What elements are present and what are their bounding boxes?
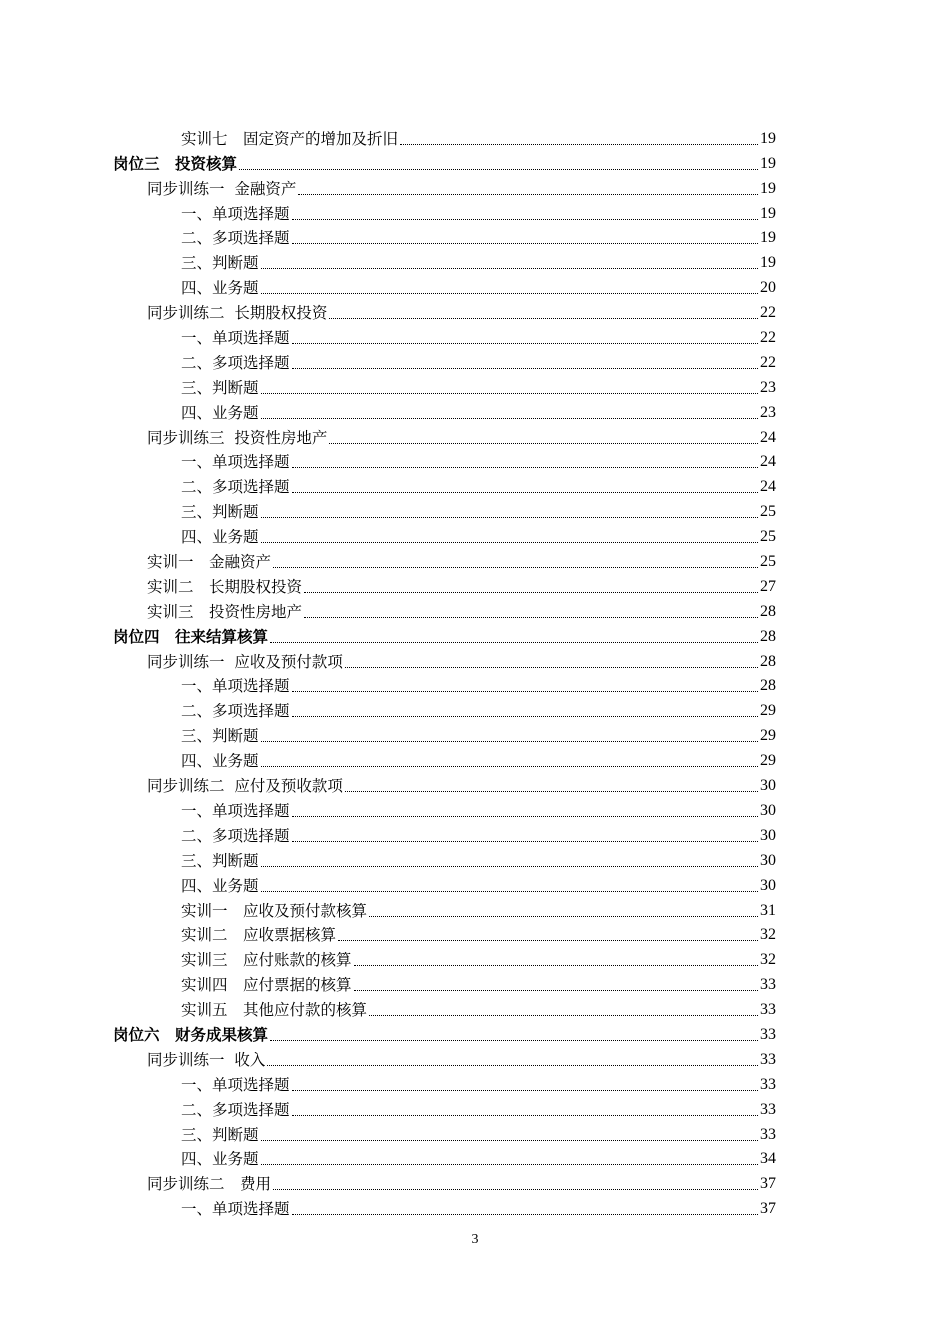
- toc-dot-leader: [292, 1214, 758, 1215]
- toc-entry-title: 二、多项选择题: [181, 353, 290, 372]
- toc-entry-title: 同步训练一 收入: [147, 1050, 266, 1069]
- toc-entry-page-number: 30: [760, 826, 776, 844]
- toc-chapter-entry[interactable]: [0, 149, 950, 174]
- toc-entry-title: 岗位四 往来结算核算: [113, 627, 269, 646]
- toc-entry-title: 实训一 应收及预付款核算: [181, 901, 368, 920]
- toc-subsection-entry[interactable]: [0, 821, 950, 846]
- table-of-contents: [0, 124, 950, 1219]
- toc-subsection-entry[interactable]: [0, 448, 950, 473]
- toc-dot-leader: [369, 916, 758, 917]
- toc-subsection-entry[interactable]: [0, 472, 950, 497]
- toc-entry-title: 实训五 其他应付款的核算: [181, 1001, 368, 1020]
- toc-subsection-entry[interactable]: [0, 995, 950, 1020]
- toc-entry-title: 一、单项选择题: [181, 677, 290, 696]
- toc-entry-title: 三、判断题: [181, 727, 259, 746]
- toc-entry-title: 一、单项选择题: [181, 801, 290, 820]
- toc-entry-page-number: 28: [760, 627, 776, 645]
- toc-entry-page-number: 28: [760, 652, 776, 670]
- toc-entry-title: 实训一 金融资产: [147, 553, 272, 572]
- toc-dot-leader: [239, 169, 758, 170]
- toc-entry-title: 二、多项选择题: [181, 702, 290, 721]
- toc-entry-title: 四、业务题: [181, 1150, 259, 1169]
- toc-dot-leader: [329, 318, 758, 319]
- toc-entry-title: 二、多项选择题: [181, 229, 290, 248]
- toc-entry-page-number: 30: [760, 777, 776, 795]
- toc-entry-title: 实训二 长期股权投资: [147, 577, 303, 596]
- toc-entry-page-number: 33: [760, 1050, 776, 1068]
- toc-dot-leader: [267, 1065, 758, 1066]
- toc-entry-title: 一、单项选择题: [181, 453, 290, 472]
- toc-chapter-entry[interactable]: [0, 1020, 950, 1045]
- toc-entry-page-number: 37: [760, 1175, 776, 1193]
- toc-dot-leader: [261, 1140, 758, 1141]
- toc-subsection-entry[interactable]: [0, 846, 950, 871]
- toc-dot-leader: [270, 1040, 758, 1041]
- page-number: 3: [471, 1232, 479, 1247]
- toc-subsection-entry[interactable]: [0, 124, 950, 149]
- toc-section-entry[interactable]: [0, 298, 950, 323]
- toc-entry-page-number: 29: [760, 752, 776, 770]
- toc-entry-page-number: 28: [760, 602, 776, 620]
- toc-entry-title: 一、单项选择题: [181, 204, 290, 223]
- toc-entry-page-number: 33: [760, 1100, 776, 1118]
- toc-subsection-entry[interactable]: [0, 224, 950, 249]
- toc-subsection-entry[interactable]: [0, 1145, 950, 1170]
- toc-section-entry[interactable]: [0, 647, 950, 672]
- toc-entry-title: 三、判断题: [181, 851, 259, 870]
- toc-entry-title: 实训二 应收票据核算: [181, 926, 337, 945]
- toc-section-entry[interactable]: [0, 1045, 950, 1070]
- toc-dot-leader: [261, 293, 758, 294]
- toc-entry-title: 同步训练二 应付及预收款项: [147, 777, 343, 796]
- toc-dot-leader: [292, 368, 758, 369]
- toc-dot-leader: [261, 741, 758, 742]
- toc-entry-page-number: 24: [760, 478, 776, 496]
- toc-dot-leader: [261, 517, 758, 518]
- toc-entry-page-number: 19: [760, 129, 776, 147]
- toc-dot-leader: [369, 1015, 758, 1016]
- toc-entry-page-number: 33: [760, 1001, 776, 1019]
- toc-entry-title: 二、多项选择题: [181, 478, 290, 497]
- toc-subsection-entry[interactable]: [0, 696, 950, 721]
- toc-subsection-entry[interactable]: [0, 348, 950, 373]
- toc-entry-page-number: 25: [760, 503, 776, 521]
- toc-entry-page-number: 25: [760, 528, 776, 546]
- toc-entry-page-number: 23: [760, 403, 776, 421]
- toc-entry-title: 实训四 应付票据的核算: [181, 976, 352, 995]
- toc-entry-page-number: 33: [760, 1075, 776, 1093]
- toc-subsection-entry[interactable]: [0, 721, 950, 746]
- toc-entry-page-number: 22: [760, 353, 776, 371]
- toc-subsection-entry[interactable]: [0, 373, 950, 398]
- toc-subsection-entry[interactable]: [0, 248, 950, 273]
- toc-dot-leader: [261, 268, 758, 269]
- toc-dot-leader: [273, 567, 758, 568]
- toc-entry-title: 一、单项选择题: [181, 1200, 290, 1219]
- toc-entry-page-number: 33: [760, 976, 776, 994]
- toc-entry-page-number: 19: [760, 229, 776, 247]
- toc-dot-leader: [261, 1164, 758, 1165]
- toc-subsection-entry[interactable]: [0, 199, 950, 224]
- toc-dot-leader: [292, 343, 758, 344]
- toc-entry-title: 二、多项选择题: [181, 1100, 290, 1119]
- toc-subsection-entry[interactable]: [0, 522, 950, 547]
- toc-entry-page-number: 32: [760, 926, 776, 944]
- toc-dot-leader: [292, 1115, 758, 1116]
- toc-entry-page-number: 27: [760, 577, 776, 595]
- toc-entry-page-number: 24: [760, 453, 776, 471]
- toc-entry-page-number: 24: [760, 428, 776, 446]
- toc-entry-title: 实训三 投资性房地产: [147, 602, 303, 621]
- toc-dot-leader: [329, 443, 758, 444]
- toc-subsection-entry[interactable]: [0, 1095, 950, 1120]
- toc-dot-leader: [292, 1090, 758, 1091]
- toc-entry-page-number: 19: [760, 204, 776, 222]
- toc-entry-title: 三、判断题: [181, 1125, 259, 1144]
- toc-dot-leader: [273, 1189, 758, 1190]
- toc-entry-title: 四、业务题: [181, 876, 259, 895]
- toc-dot-leader: [261, 542, 758, 543]
- toc-entry-title: 同步训练二 长期股权投资: [147, 304, 328, 323]
- toc-section-entry[interactable]: [0, 423, 950, 448]
- toc-entry-title: 三、判断题: [181, 254, 259, 273]
- toc-entry-page-number: 33: [760, 1025, 776, 1043]
- toc-entry-page-number: 22: [760, 329, 776, 347]
- toc-entry-title: 一、单项选择题: [181, 329, 290, 348]
- toc-dot-leader: [304, 592, 758, 593]
- toc-subsection-entry[interactable]: [0, 672, 950, 697]
- toc-dot-leader: [400, 144, 758, 145]
- toc-dot-leader: [292, 467, 758, 468]
- toc-dot-leader: [261, 418, 758, 419]
- toc-entry-page-number: 19: [760, 154, 776, 172]
- toc-dot-leader: [270, 642, 758, 643]
- toc-dot-leader: [292, 219, 758, 220]
- toc-entry-page-number: 20: [760, 279, 776, 297]
- toc-subsection-entry[interactable]: [0, 323, 950, 348]
- toc-dot-leader: [304, 617, 758, 618]
- toc-entry-title: 四、业务题: [181, 752, 259, 771]
- toc-dot-leader: [292, 841, 758, 842]
- toc-entry-page-number: 30: [760, 801, 776, 819]
- toc-entry-title: 岗位三 投资核算: [113, 154, 238, 173]
- toc-section-entry[interactable]: [0, 572, 950, 597]
- toc-dot-leader: [338, 940, 758, 941]
- toc-dot-leader: [261, 393, 758, 394]
- toc-dot-leader: [292, 816, 758, 817]
- toc-dot-leader: [292, 492, 758, 493]
- toc-dot-leader: [298, 194, 758, 195]
- toc-entry-title: 四、业务题: [181, 403, 259, 422]
- toc-subsection-entry[interactable]: [0, 398, 950, 423]
- toc-subsection-entry[interactable]: [0, 796, 950, 821]
- toc-entry-title: 同步训练一 应收及预付款项: [147, 652, 343, 671]
- toc-subsection-entry[interactable]: [0, 1070, 950, 1095]
- toc-entry-page-number: 23: [760, 378, 776, 396]
- toc-dot-leader: [292, 716, 758, 717]
- toc-entry-page-number: 37: [760, 1200, 776, 1218]
- toc-entry-page-number: 32: [760, 951, 776, 969]
- toc-subsection-entry[interactable]: [0, 945, 950, 970]
- toc-entry-title: 四、业务题: [181, 279, 259, 298]
- toc-section-entry[interactable]: [0, 1169, 950, 1194]
- toc-entry-title: 同步训练三 投资性房地产: [147, 428, 328, 447]
- toc-entry-title: 二、多项选择题: [181, 826, 290, 845]
- toc-entry-page-number: 30: [760, 851, 776, 869]
- toc-subsection-entry[interactable]: [0, 746, 950, 771]
- toc-dot-leader: [292, 243, 758, 244]
- toc-entry-page-number: 22: [760, 304, 776, 322]
- toc-dot-leader: [345, 791, 758, 792]
- toc-dot-leader: [354, 990, 758, 991]
- toc-subsection-entry[interactable]: [0, 1120, 950, 1145]
- toc-entry-page-number: 19: [760, 254, 776, 272]
- toc-entry-page-number: 28: [760, 677, 776, 695]
- toc-entry-title: 三、判断题: [181, 503, 259, 522]
- toc-subsection-entry[interactable]: [0, 970, 950, 995]
- toc-subsection-entry[interactable]: [0, 896, 950, 921]
- toc-section-entry[interactable]: [0, 547, 950, 572]
- toc-entry-page-number: 29: [760, 702, 776, 720]
- toc-subsection-entry[interactable]: [0, 1194, 950, 1219]
- toc-entry-title: 三、判断题: [181, 378, 259, 397]
- toc-entry-title: 一、单项选择题: [181, 1075, 290, 1094]
- toc-dot-leader: [354, 965, 758, 966]
- toc-subsection-entry[interactable]: [0, 921, 950, 946]
- toc-section-entry[interactable]: [0, 174, 950, 199]
- toc-subsection-entry[interactable]: [0, 273, 950, 298]
- toc-dot-leader: [261, 866, 758, 867]
- toc-entry-title: 实训三 应付账款的核算: [181, 951, 352, 970]
- toc-entry-page-number: 34: [760, 1150, 776, 1168]
- toc-entry-page-number: 33: [760, 1125, 776, 1143]
- toc-dot-leader: [345, 667, 758, 668]
- toc-entry-page-number: 31: [760, 901, 776, 919]
- toc-subsection-entry[interactable]: [0, 871, 950, 896]
- toc-entry-page-number: 25: [760, 553, 776, 571]
- toc-chapter-entry[interactable]: [0, 622, 950, 647]
- toc-entry-title: 实训七 固定资产的增加及折旧: [181, 129, 399, 148]
- toc-dot-leader: [261, 891, 758, 892]
- toc-entry-title: 岗位六 财务成果核算: [113, 1025, 269, 1044]
- toc-subsection-entry[interactable]: [0, 497, 950, 522]
- toc-dot-leader: [292, 691, 758, 692]
- toc-entry-title: 同步训练二 费用: [147, 1175, 272, 1194]
- toc-section-entry[interactable]: [0, 597, 950, 622]
- toc-section-entry[interactable]: [0, 771, 950, 796]
- toc-entry-title: 四、业务题: [181, 528, 259, 547]
- toc-dot-leader: [261, 766, 758, 767]
- toc-entry-page-number: 19: [760, 179, 776, 197]
- toc-entry-page-number: 29: [760, 727, 776, 745]
- toc-entry-title: 同步训练一 金融资产: [147, 179, 297, 198]
- toc-entry-page-number: 30: [760, 876, 776, 894]
